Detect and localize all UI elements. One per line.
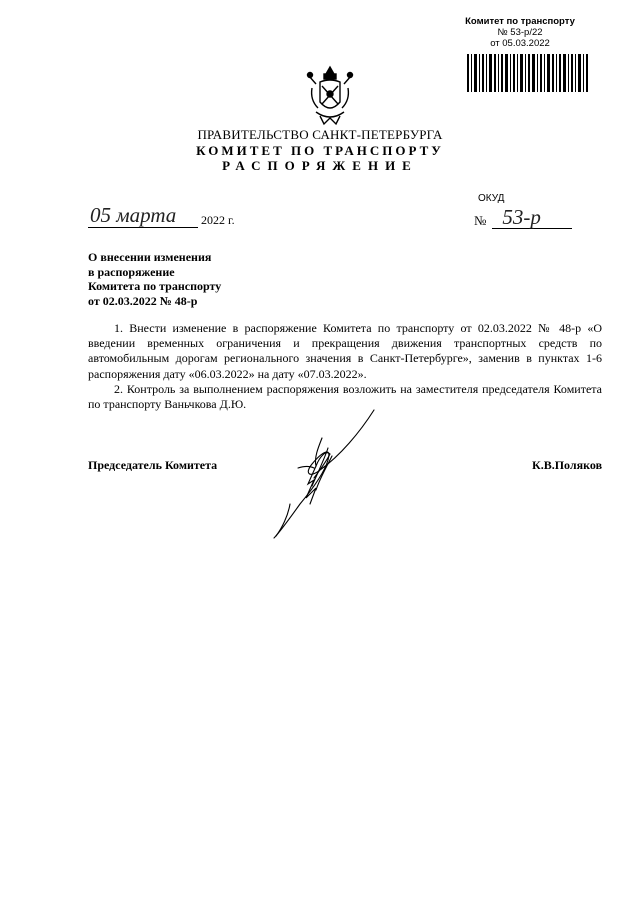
signatory-position: Председатель Комитета [88,458,218,472]
date-handwritten: 05 марта [90,203,177,227]
subject-line: О внесении изменения [88,250,212,264]
subject-line: Комитета по транспорту [88,279,222,293]
committee-title: КОМИТЕТ ПО ТРАНСПОРТУ [196,143,444,158]
government-title: ПРАВИТЕЛЬСТВО САНКТ-ПЕТЕРБУРГА [197,127,443,142]
registration-stamp [452,16,588,49]
barcode [467,54,588,92]
number-prefix: № [474,213,487,228]
subject-line: от 02.03.2022 № 48-р [88,293,198,308]
document-date [88,203,235,228]
document-type: РАСПОРЯЖЕНИЕ [222,158,418,173]
paragraph-2: 2. Контроль за выполнением распоряжения возложить на заместителя председателя Комитета по транспорту Ваньчкова Д.Ю. [88,381,602,412]
stamp-date: от 05.03.2022 [490,38,550,49]
document-body [88,321,602,412]
document-number [474,205,572,229]
date-year: 2022 г. [201,213,235,227]
coat-of-arms-icon [306,64,354,128]
signatory-name: К.В.Поляков [532,458,603,472]
number-handwritten: 53-р [502,205,541,229]
paragraph-1: 1. Внести изменение в распоряжение Комитета по транспорту от 02.03.2022 № 48-р «О введении временных ограничения и прекращения движения транспортных средств по автомобильным дорогам регионального значения в Санкт-Петербурге», заменив в пунктах 1-6 распоряжения дату «06.03.2022» на дату «07.03.2022». [88,321,602,381]
subject-line: в распоряжение [88,264,175,279]
handwritten-signature [270,408,380,540]
subject-block [88,250,221,308]
stamp-number: № 53-р/22 [497,27,543,38]
stamp-committee: Комитет по транспорту [465,16,575,27]
okud-label: ОКУД [478,193,505,204]
